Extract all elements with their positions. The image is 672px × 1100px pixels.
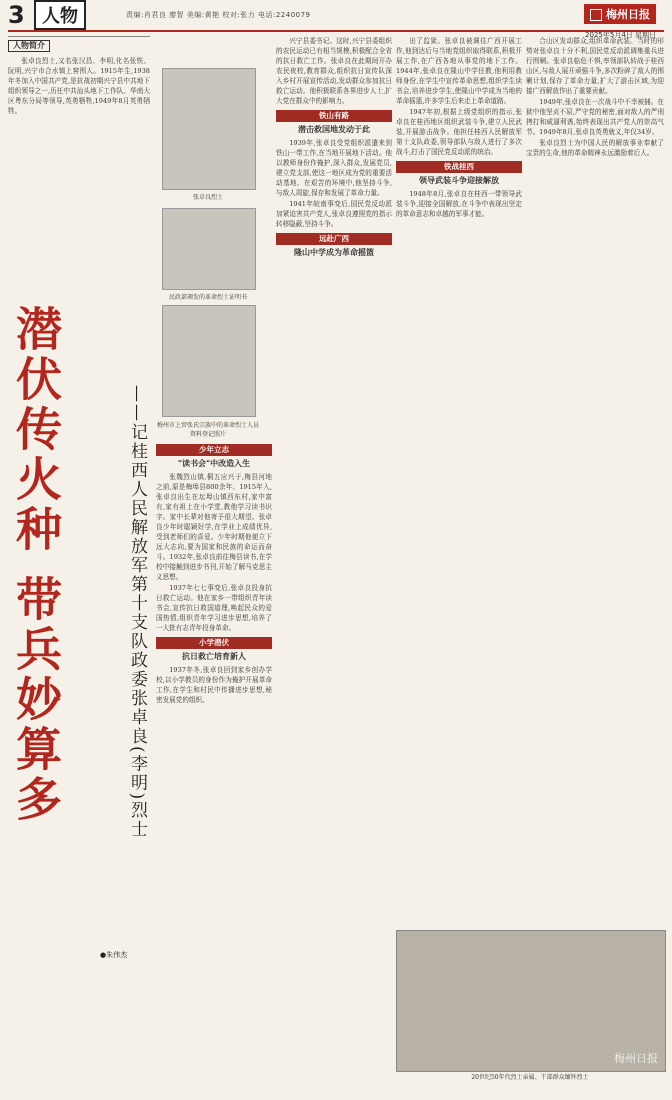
logo-text: 梅州日报 bbox=[606, 8, 650, 21]
section-bold-5: 领导武装斗争迎接解放 bbox=[419, 176, 499, 185]
newspaper-logo bbox=[584, 4, 656, 24]
body-paragraph: 1947年初,根据上级党组织的指示,张卓良在桂西地区组织武装斗争,建立人民武装,开展游击战争。他担任桂西人民解放军第十支队政委,领导部队与敌人进行了多次战斗,打击了国民党反动派的统治。 bbox=[396, 108, 522, 156]
masthead bbox=[8, 0, 664, 39]
section-title: 人物 bbox=[34, 0, 86, 30]
registry-caption: 梅州市上窖张氏宗族中的革命烈士人员资料登记照片 bbox=[156, 422, 259, 438]
main-headline: 潜伏传火种 带兵妙算多 bbox=[9, 305, 63, 826]
article-column-2 bbox=[156, 440, 272, 1070]
editor-credits: 责编:肖君良 廖智 美编:黄艳 校对:张力 电话:2240079 bbox=[126, 11, 311, 19]
certificate-caption: 民政部颁发的革命烈士证明书 bbox=[168, 294, 247, 301]
body-paragraph: 出了监狱。张卓良被调往广西开展工作,他到达后与当地党组织取得联系,积极开展工作,在广西各地从事党的地下工作。1944年,张卓良在隆山中学任教,他利用教师身份,在学生中宣传革命思想,组织学生读书会,培养进步学生,使隆山中学成为当地的革命摇篮,许多学生后来走上革命道路。 bbox=[396, 37, 522, 105]
body-paragraph: 1937年七七事变后,张卓良投身抗日救亡运动。他在家乡一带组织青年读书会,宣传抗日救国道理,唤起民众的爱国热情,组织青年学习进步思想,培养了一大批有志青年投身革命。 bbox=[156, 584, 272, 632]
registry-photo bbox=[162, 305, 256, 417]
body-paragraph: 1941年皖南事变后,国民党反动派加紧迫害共产党人,张卓良遵照党的指示转移隐蔽,坚持斗争。 bbox=[276, 200, 392, 228]
sub-headline: ——记桂西人民解放军第十支队政委张卓良(李明)烈士 bbox=[127, 385, 147, 840]
body-paragraph: 兴宁县委书记。这时,兴宁县委组织的农民运动已有相当规模,积极配合全省的抗日救亡工作。张卓良在此期间开办农民夜校,教育群众,组织抗日宣传队深入乡村开展宣传活动,发动群众参加抗日救亡运动。他积极联系各界进步人士,扩大党在群众中的影响力。 bbox=[276, 37, 392, 105]
certificate-photo bbox=[162, 208, 256, 290]
article-column-4 bbox=[396, 36, 522, 926]
body-paragraph: 1948年8月,张卓良在桂西一带领导武装斗争,迎接全国解放,在斗争中表现出坚定的革命意志和卓越的军事才能。 bbox=[396, 190, 522, 218]
body-paragraph: 张卓良烈士为中国人民的解放事业奉献了宝贵的生命,他的革命精神永远激励着后人。 bbox=[526, 139, 664, 157]
body-paragraph: 1949年,张卓良在一次战斗中不幸被捕。在狱中他坚贞不屈,严守党的秘密,面对敌人的严刑拷打和威逼利诱,始终表现出共产党人的崇高气节。1949年8月,张卓良英勇就义,年仅34岁。 bbox=[526, 98, 664, 136]
watermark-logo: 梅州日报 bbox=[614, 1052, 658, 1065]
page-number: 3 bbox=[8, 1, 25, 29]
issue-date: 2025年5月4日 星期日 bbox=[585, 31, 656, 39]
section-head-2: 小学潜伏 bbox=[156, 637, 272, 649]
portrait-caption: 张卓良烈士 bbox=[192, 194, 223, 201]
section-head-5: 铁战桂西 bbox=[396, 161, 522, 173]
intro-label: 人物简介 bbox=[8, 40, 50, 52]
section-bold-2: 抗日救亡培育新人 bbox=[182, 652, 246, 661]
logo-icon bbox=[590, 9, 602, 21]
group-photo-caption: 20世纪50年代烈士亲属、干部群众缅怀烈士 bbox=[471, 1074, 589, 1081]
body-paragraph: 张魏烈山镇,桐五应兴于,梅县河地之前,原是梅埠县800余年。1915年入,张卓良出生在坛埠山镇西东村,家中富有,家有祖上在小学堂,教他学习读书识字。家中长辈对他寄予很大期望。张卓良少年时聪颖好学,在学业上成绩优异,受到老师们的喜爱。少年时期他便立下远大志向,要为国家和民族的命运而奋斗。1932年,张卓良前往梅县读书,在学校中接触到进步书刊,开始了解马克思主义思想。 bbox=[156, 473, 272, 581]
section-bold-1: "读书会"中改造入生 bbox=[177, 459, 251, 468]
byline: ●朱伟杰 bbox=[100, 951, 128, 959]
section-head-4: 远赴广西 bbox=[276, 233, 392, 245]
body-paragraph: 合山区发动群众,组织革命武装。当时的形势对张卓良十分不利,国民党反动派调集重兵进行围剿。张卓良临危不惧,率领部队转战于桂西山区,与敌人展开顽强斗争,多次粉碎了敌人的围剿计划,保存了革命力量,扩大了游击区域,为迎接广西解放作出了重要贡献。 bbox=[526, 37, 664, 95]
portrait-photo bbox=[162, 68, 256, 190]
body-paragraph: 1939年,张卓良受党组织派遣来到铁山一带工作,在当地开展地下活动。他以教师身份作掩护,深入群众,发展党员,建立党支部,使这一地区成为党的重要活动基地。在艰苦的环境中,他坚持斗争,与敌人周旋,保存和发展了革命力量。 bbox=[276, 139, 392, 197]
headline-area bbox=[8, 305, 150, 865]
section-bold-3: 潜击救国地发动于此 bbox=[298, 125, 370, 134]
section-bold-4: 隆山中学成为革命摇篮 bbox=[294, 248, 374, 257]
body-paragraph: 1937年冬,张卓良回到家乡创办学校,以小学教员的身份作为掩护开展革命工作,在学生和村民中传播进步思想,秘密发展党的组织。 bbox=[156, 666, 272, 704]
section-head-3: 铁山有路 bbox=[276, 110, 392, 122]
article-column-5 bbox=[526, 36, 664, 926]
intro-box bbox=[8, 36, 150, 116]
article-column-3 bbox=[276, 36, 392, 1096]
section-head-1: 少年立志 bbox=[156, 444, 272, 456]
intro-text: 张卓良烈士,又名张汉昌、李明,化名张铁、阮明,兴宁市合水镇上窖围人。1915年生,1938年冬加入中国共产党,是抗战初期兴宁县中共地下组织领导之一,历任中共汕头地下工作队、华南大区粤东分局等领导,英勇牺牲,1949年8月英勇牺牲。 bbox=[8, 57, 150, 115]
